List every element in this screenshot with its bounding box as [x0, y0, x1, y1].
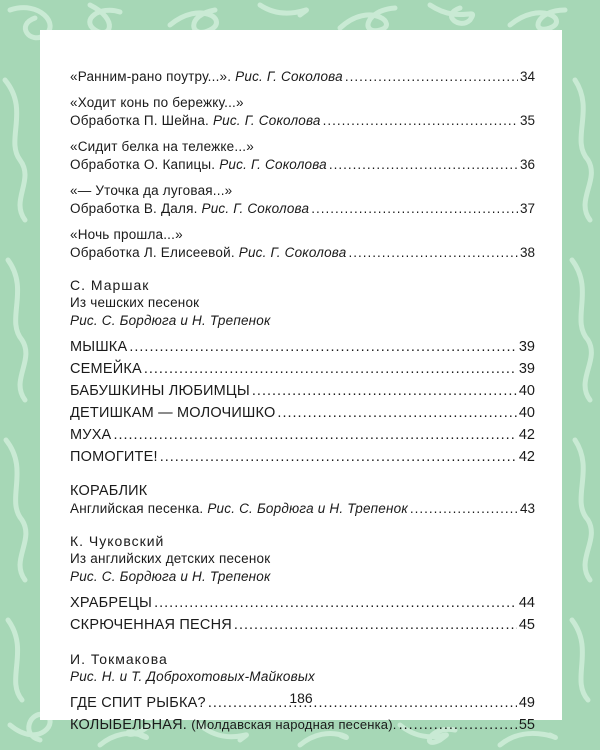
entry-title: «Ходит конь по бережку...» [70, 95, 244, 110]
toc-page [40, 30, 562, 733]
leader-dots [277, 402, 516, 424]
page-ref: 39 [518, 361, 535, 377]
entry-title: «Ранним-рано поутру...». [70, 69, 232, 84]
table-of-contents [70, 68, 535, 736]
entry-adaptation: Обработка Л. Елисеевой. [70, 245, 235, 260]
page-number: 186 [289, 690, 313, 706]
toc-entry[interactable] [70, 244, 535, 262]
entry-illustrator: Рис. С. Бордюга и Н. Трепенок [207, 501, 408, 516]
toc-entry[interactable] [70, 402, 535, 424]
leader-dots [160, 446, 517, 468]
leader-dots [252, 380, 517, 402]
section-illustrator: Рис. Н. и Т. Доброхотовых-Майковых [70, 669, 315, 684]
entry-title: КОЛЫБЕЛЬНАЯ. [70, 717, 188, 733]
page-ref: 40 [518, 383, 535, 399]
leader-dots [144, 358, 517, 380]
leader-dots [329, 156, 518, 174]
page-ref: 42 [518, 449, 535, 465]
leader-dots [348, 244, 518, 262]
leader-dots [323, 112, 518, 130]
entry-title: «— Уточка да луговая...» [70, 183, 233, 198]
toc-entry[interactable] [70, 112, 535, 130]
author-name: К. Чуковский [70, 533, 165, 549]
entry-illustrator: Рис. Г. Соколова [235, 69, 343, 84]
entry-title: КОРАБЛИК [70, 483, 148, 499]
author-name: С. Маршак [70, 277, 150, 293]
leader-dots [234, 614, 517, 636]
entry-title: СКРЮЧЕННАЯ ПЕСНЯ [70, 617, 232, 633]
section-source: Из английских детских песенок [70, 551, 271, 566]
toc-entry[interactable] [70, 424, 535, 446]
page-ref: 34 [519, 69, 535, 84]
toc-entry[interactable] [70, 336, 535, 358]
entry-illustrator: Рис. Г. Соколова [238, 245, 347, 260]
entry-title: ПОМОГИТЕ! [70, 449, 158, 465]
toc-entry[interactable] [70, 358, 535, 380]
page-ref: 37 [519, 201, 535, 216]
entry-illustrator: Рис. Г. Соколова [212, 113, 321, 128]
author-name: И. Токмакова [70, 651, 168, 667]
entry-adaptation: Обработка В. Даля. [70, 201, 198, 216]
toc-entry[interactable] [70, 592, 535, 614]
toc-entry[interactable] [70, 68, 535, 86]
leader-dots [113, 424, 516, 446]
entry-title: «Сидит белка на тележке...» [70, 139, 254, 154]
entry-title: СЕМЕЙКА [70, 361, 142, 377]
page-ref: 55 [518, 717, 535, 733]
section-illustrator: Рис. С. Бордюга и Н. Трепенок [70, 569, 271, 584]
page-ref: 35 [519, 113, 535, 128]
entry-adaptation: Обработка П. Шейна. [70, 113, 209, 128]
page-ref: 43 [519, 501, 535, 516]
entry-title: МУХА [70, 427, 112, 443]
toc-entry[interactable] [70, 714, 535, 736]
section-illustrator: Рис. С. Бордюга и Н. Трепенок [70, 313, 271, 328]
entry-illustrator: Рис. Г. Соколова [201, 201, 310, 216]
page-ref: 36 [519, 157, 535, 172]
entry-title: МЫШКА [70, 339, 128, 355]
entry-note: (Молдавская народная песенка). [191, 717, 397, 732]
toc-entry[interactable] [70, 380, 535, 402]
entry-subtitle: Английская песенка. [70, 501, 204, 516]
toc-entry[interactable] [70, 200, 535, 218]
toc-entry[interactable] [70, 614, 535, 636]
page-ref: 40 [518, 405, 535, 421]
page-ref: 38 [519, 245, 535, 260]
leader-dots [399, 714, 517, 736]
entry-illustrator: Рис. Г. Соколова [219, 157, 327, 172]
section-source: Из чешских песенок [70, 295, 200, 310]
page-ref: 42 [518, 427, 535, 443]
leader-dots [311, 200, 518, 218]
page-ref: 45 [518, 617, 535, 633]
page-ref: 39 [518, 339, 535, 355]
toc-entry[interactable] [70, 446, 535, 468]
entry-title: БАБУШКИНЫ ЛЮБИМЦЫ [70, 383, 250, 399]
leader-dots [345, 68, 518, 86]
toc-entry[interactable] [70, 500, 535, 518]
entry-title: «Ночь прошла...» [70, 227, 183, 242]
page-ref: 49 [518, 695, 535, 711]
entry-title: ДЕТИШКАМ — МОЛОЧИШКО [70, 405, 276, 421]
entry-title: ГДЕ СПИТ РЫБКА? [70, 695, 206, 711]
leader-dots [154, 592, 517, 614]
leader-dots [410, 500, 518, 518]
toc-entry[interactable] [70, 156, 535, 174]
page-ref: 44 [518, 595, 535, 611]
leader-dots [129, 336, 517, 358]
entry-adaptation: Обработка О. Капицы. [70, 157, 216, 172]
entry-title: ХРАБРЕЦЫ [70, 595, 153, 611]
